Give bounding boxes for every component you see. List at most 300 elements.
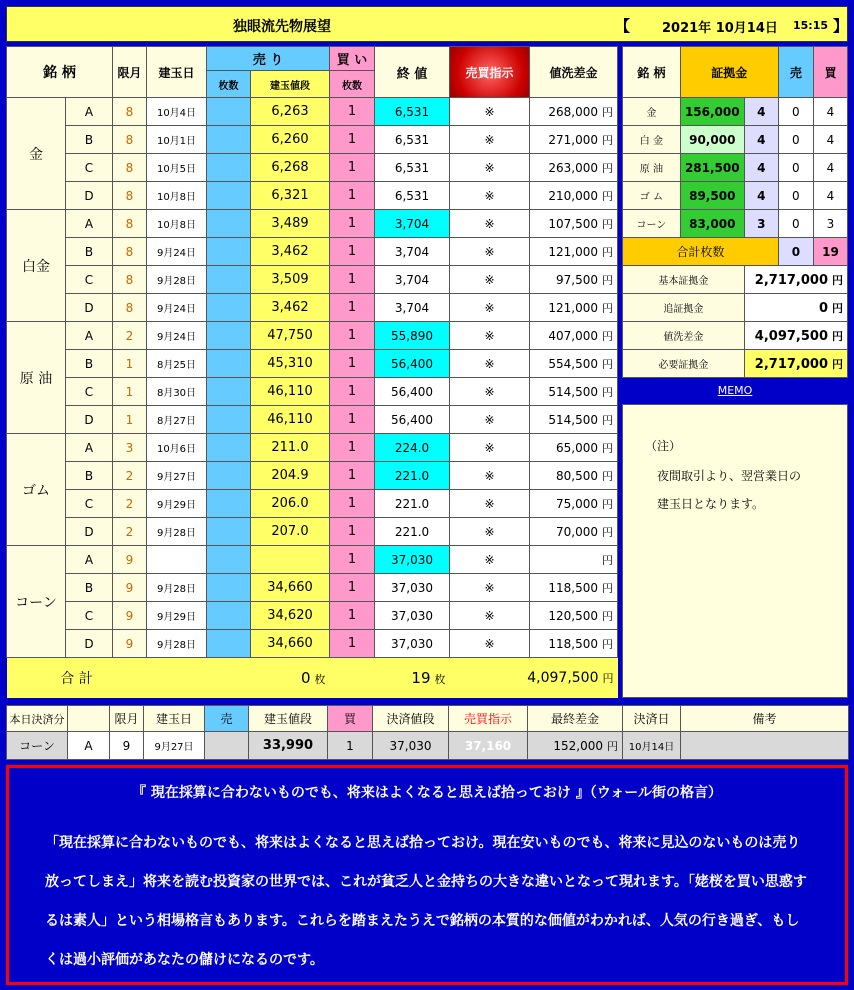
entry-date: 9月28日 <box>147 574 207 602</box>
col-header-sell-count: 枚数 <box>207 71 251 98</box>
summary-value: 2,717,000 円 <box>744 266 847 294</box>
margin-header-margin: 証拠金 <box>680 47 778 98</box>
settle-note <box>681 732 849 760</box>
diff-amount: 263,000 円 <box>530 154 618 182</box>
contract-code: C <box>66 378 113 406</box>
diff-amount: 121,000 円 <box>530 238 618 266</box>
buy-count: 1 <box>330 322 375 350</box>
entry-price: 45,310 <box>251 350 330 378</box>
signal-mark: ※ <box>450 98 530 126</box>
table-row <box>7 210 618 238</box>
margin-name: 金 <box>623 98 681 126</box>
summary-value: 0 円 <box>744 294 847 322</box>
settle-settle-date: 10月14日 <box>623 732 681 760</box>
diff-amount: 円 <box>530 546 618 574</box>
margin-name: コーン <box>623 210 681 238</box>
margin-header-name: 銘 柄 <box>623 47 681 98</box>
sell-count <box>207 154 251 182</box>
contract-code: A <box>66 546 113 574</box>
sell-count <box>207 630 251 658</box>
sell-count <box>207 378 251 406</box>
signal-mark: ※ <box>450 182 530 210</box>
entry-date: 9月28日 <box>147 518 207 546</box>
entry-price: 3,462 <box>251 294 330 322</box>
summary-value: 4,097,500 円 <box>744 322 847 350</box>
margin-total-buy: 19 <box>813 238 847 266</box>
signal-mark: ※ <box>450 322 530 350</box>
margin-sell: 0 <box>778 154 813 182</box>
close-price: 6,531 <box>375 126 450 154</box>
diff-amount: 514,500 円 <box>530 378 618 406</box>
entry-price: 211.0 <box>251 434 330 462</box>
buy-count: 1 <box>330 406 375 434</box>
col-header-entry-price: 建玉値段 <box>251 71 330 98</box>
sell-count <box>207 490 251 518</box>
commodity-name: 白金 <box>7 210 66 322</box>
signal-mark: ※ <box>450 546 530 574</box>
summary-row <box>623 322 848 350</box>
settle-month: 9 <box>110 732 144 760</box>
contract-code: B <box>66 574 113 602</box>
contract-code: B <box>66 350 113 378</box>
contract-code: A <box>66 210 113 238</box>
buy-count: 1 <box>330 546 375 574</box>
buy-count: 1 <box>330 294 375 322</box>
close-price: 37,030 <box>375 630 450 658</box>
summary-value: 2,717,000 円 <box>744 350 847 378</box>
margin-buy: 4 <box>813 154 847 182</box>
summary-label: 値洗差金 <box>623 322 745 350</box>
contract-code: D <box>66 294 113 322</box>
margin-name: 白 金 <box>623 126 681 154</box>
close-price: 3,704 <box>375 266 450 294</box>
buy-count: 1 <box>330 602 375 630</box>
contract-month: 8 <box>113 294 147 322</box>
buy-count: 1 <box>330 490 375 518</box>
contract-code: D <box>66 518 113 546</box>
signal-mark: ※ <box>450 350 530 378</box>
table-row <box>7 294 618 322</box>
sell-count <box>207 462 251 490</box>
signal-mark: ※ <box>450 378 530 406</box>
margin-count: 4 <box>744 126 778 154</box>
entry-date: 9月28日 <box>147 630 207 658</box>
settle-header-today: 本日決済分 <box>7 706 68 732</box>
header-bar <box>6 6 848 42</box>
signal-mark: ※ <box>450 238 530 266</box>
settle-row <box>7 732 849 760</box>
summary-label: 追証拠金 <box>623 294 745 322</box>
sell-count <box>207 238 251 266</box>
signal-mark: ※ <box>450 574 530 602</box>
settle-header-sell: 売 <box>205 706 249 732</box>
diff-amount: 118,500 円 <box>530 630 618 658</box>
memo-panel <box>622 404 848 698</box>
signal-mark: ※ <box>450 126 530 154</box>
margin-row <box>623 126 848 154</box>
margin-amount: 281,500 <box>680 154 744 182</box>
contract-month: 8 <box>113 210 147 238</box>
signal-mark: ※ <box>450 462 530 490</box>
signal-mark: ※ <box>450 602 530 630</box>
entry-price: 47,750 <box>251 322 330 350</box>
entry-date: 9月28日 <box>147 266 207 294</box>
summary-row <box>623 266 848 294</box>
close-price: 224.0 <box>375 434 450 462</box>
diff-amount: 75,000 円 <box>530 490 618 518</box>
sell-count <box>207 182 251 210</box>
margin-buy: 4 <box>813 98 847 126</box>
entry-price: 6,321 <box>251 182 330 210</box>
memo-line-3: 建玉日となります。 <box>657 497 765 511</box>
entry-price: 207.0 <box>251 518 330 546</box>
entry-date <box>147 546 207 574</box>
settle-header-note: 備考 <box>681 706 849 732</box>
entry-price: 204.9 <box>251 462 330 490</box>
buy-count: 1 <box>330 434 375 462</box>
settle-date: 9月27日 <box>144 732 205 760</box>
positions-table <box>6 46 618 698</box>
settle-name: コーン <box>7 732 68 760</box>
bracket-close: 】 <box>833 17 849 35</box>
entry-price: 3,509 <box>251 266 330 294</box>
contract-code: A <box>66 434 113 462</box>
signal-mark: ※ <box>450 406 530 434</box>
contract-code: B <box>66 238 113 266</box>
entry-price: 6,260 <box>251 126 330 154</box>
sell-count <box>207 406 251 434</box>
settle-header-price: 建玉値段 <box>249 706 328 732</box>
col-header-entry-date: 建玉日 <box>147 47 207 98</box>
settle-settle-price: 37,030 <box>373 732 449 760</box>
table-row <box>7 182 618 210</box>
table-row <box>7 350 618 378</box>
margin-row <box>623 210 848 238</box>
sell-count <box>207 126 251 154</box>
sell-count <box>207 98 251 126</box>
buy-count: 1 <box>330 518 375 546</box>
contract-month: 2 <box>113 518 147 546</box>
entry-date: 9月27日 <box>147 462 207 490</box>
buy-count: 1 <box>330 126 375 154</box>
close-price: 221.0 <box>375 490 450 518</box>
col-header-sell: 売 り <box>207 47 330 71</box>
diff-amount: 120,500 円 <box>530 602 618 630</box>
entry-date: 10月8日 <box>147 182 207 210</box>
margin-table <box>622 46 848 378</box>
entry-date: 10月8日 <box>147 210 207 238</box>
diff-amount: 70,000 円 <box>530 518 618 546</box>
margin-sell: 0 <box>778 182 813 210</box>
summary-row <box>623 350 848 378</box>
settle-sell <box>205 732 249 760</box>
table-row <box>7 126 618 154</box>
margin-row <box>623 154 848 182</box>
entry-price: 34,660 <box>251 574 330 602</box>
entry-price: 3,462 <box>251 238 330 266</box>
settle-final: 152,000 円 <box>528 732 623 760</box>
margin-amount: 83,000 <box>680 210 744 238</box>
commodity-name: ゴム <box>7 434 66 546</box>
diff-amount: 554,500 円 <box>530 350 618 378</box>
close-price: 3,704 <box>375 294 450 322</box>
entry-date: 9月24日 <box>147 294 207 322</box>
table-row <box>7 378 618 406</box>
header-date: 2021年 10月14日 <box>662 21 778 36</box>
commodity-name: 原 油 <box>7 322 66 434</box>
total-label: 合 計 <box>7 658 147 698</box>
app-title: 独眼流先物展望 <box>233 19 331 35</box>
total-diff: 4,097,500 円 <box>450 658 618 698</box>
signal-mark: ※ <box>450 630 530 658</box>
contract-code: B <box>66 126 113 154</box>
sell-count <box>207 210 251 238</box>
diff-amount: 107,500 円 <box>530 210 618 238</box>
entry-date: 10月1日 <box>147 126 207 154</box>
quote-body: 「現在採算に合わないものでも、将来はよくなると思えば拾っておけ。現在安いものでも、将来に見込のないものは売り放ってしまえ」将来を読む投資家の世界では、これが貧乏人と金持ちの大きな違いとなって現れます。「姥桜を買い思惑するは素人」という相場格言もあります。これらを踏まえたうえで銘柄の本質的な価値がわかれば、人気の行き過ぎ、もしくは過小評価があなたの儲けになるのです。 <box>45 835 807 968</box>
diff-amount: 121,000 円 <box>530 294 618 322</box>
settle-code: A <box>68 732 110 760</box>
contract-code: C <box>66 266 113 294</box>
table-row <box>7 546 618 574</box>
table-row <box>7 322 618 350</box>
col-header-buy: 買 い <box>330 47 375 71</box>
contract-code: D <box>66 630 113 658</box>
margin-total-label: 合計枚数 <box>623 238 779 266</box>
entry-date: 8月30日 <box>147 378 207 406</box>
memo-line-1: （注） <box>645 439 682 453</box>
signal-mark: ※ <box>450 294 530 322</box>
signal-mark: ※ <box>450 434 530 462</box>
margin-count: 4 <box>744 154 778 182</box>
margin-count: 3 <box>744 210 778 238</box>
contract-code: B <box>66 462 113 490</box>
contract-code: A <box>66 98 113 126</box>
entry-date: 9月24日 <box>147 238 207 266</box>
table-row <box>7 574 618 602</box>
contract-month: 8 <box>113 182 147 210</box>
entry-price: 3,489 <box>251 210 330 238</box>
contract-month: 8 <box>113 238 147 266</box>
entry-date: 10月4日 <box>147 98 207 126</box>
entry-price: 46,110 <box>251 406 330 434</box>
close-price: 56,400 <box>375 378 450 406</box>
diff-amount: 118,500 円 <box>530 574 618 602</box>
buy-count: 1 <box>330 266 375 294</box>
buy-count: 1 <box>330 350 375 378</box>
table-row <box>7 490 618 518</box>
buy-count: 1 <box>330 574 375 602</box>
sell-count <box>207 434 251 462</box>
close-price: 6,531 <box>375 98 450 126</box>
signal-mark: ※ <box>450 490 530 518</box>
commodity-name: コーン <box>7 546 66 658</box>
diff-amount: 210,000 円 <box>530 182 618 210</box>
settle-price: 33,990 <box>249 732 328 760</box>
buy-count: 1 <box>330 210 375 238</box>
sell-count <box>207 350 251 378</box>
margin-total-sell: 0 <box>778 238 813 266</box>
contract-month: 9 <box>113 574 147 602</box>
close-price: 37,030 <box>375 546 450 574</box>
col-header-name: 銘 柄 <box>7 47 113 98</box>
buy-count: 1 <box>330 630 375 658</box>
margin-buy: 4 <box>813 126 847 154</box>
sell-count <box>207 518 251 546</box>
contract-code: D <box>66 182 113 210</box>
close-price: 3,704 <box>375 238 450 266</box>
contract-code: C <box>66 154 113 182</box>
sell-count <box>207 266 251 294</box>
commodity-name: 金 <box>7 98 66 210</box>
diff-amount: 271,000 円 <box>530 126 618 154</box>
memo-line-2: 夜間取引より、翌営業日の <box>657 469 802 483</box>
close-price: 3,704 <box>375 210 450 238</box>
settle-buy: 1 <box>328 732 373 760</box>
sell-count <box>207 322 251 350</box>
contract-code: C <box>66 602 113 630</box>
margin-header-sell: 売 <box>778 47 813 98</box>
settle-header-buy: 買 <box>328 706 373 732</box>
settle-header-settle-price: 決済値段 <box>373 706 449 732</box>
margin-header-buy: 買 <box>813 47 847 98</box>
col-header-signal: 売買指示 <box>450 47 530 98</box>
margin-row <box>623 182 848 210</box>
contract-month: 2 <box>113 490 147 518</box>
quote-title: 『 現在採算に合わないものでも、将来はよくなると思えば拾っておけ 』（ウォール街の格言） <box>132 785 722 801</box>
margin-name: ゴ ム <box>623 182 681 210</box>
close-price: 56,400 <box>375 406 450 434</box>
diff-amount: 97,500 円 <box>530 266 618 294</box>
margin-name: 原 油 <box>623 154 681 182</box>
contract-month: 8 <box>113 98 147 126</box>
signal-mark: ※ <box>450 266 530 294</box>
summary-row <box>623 294 848 322</box>
col-header-diff: 値洗差金 <box>530 47 618 98</box>
entry-date: 8月27日 <box>147 406 207 434</box>
contract-month: 8 <box>113 266 147 294</box>
margin-amount: 89,500 <box>680 182 744 210</box>
diff-amount: 65,000 円 <box>530 434 618 462</box>
table-row <box>7 630 618 658</box>
entry-date: 10月5日 <box>147 154 207 182</box>
settle-signal: 37,160 <box>449 732 528 760</box>
diff-amount: 268,000 円 <box>530 98 618 126</box>
settle-header-date: 建玉日 <box>144 706 205 732</box>
contract-month: 8 <box>113 154 147 182</box>
contract-code: D <box>66 406 113 434</box>
settle-header-code <box>68 706 110 732</box>
close-price: 55,890 <box>375 322 450 350</box>
table-row <box>7 518 618 546</box>
sell-count <box>207 574 251 602</box>
contract-code: C <box>66 490 113 518</box>
total-buy: 19 枚 <box>330 658 450 698</box>
contract-month: 9 <box>113 630 147 658</box>
col-header-buy-count: 枚数 <box>330 71 375 98</box>
buy-count: 1 <box>330 378 375 406</box>
margin-count: 4 <box>744 182 778 210</box>
entry-date: 9月24日 <box>147 322 207 350</box>
summary-label: 必要証拠金 <box>623 350 745 378</box>
contract-month: 1 <box>113 406 147 434</box>
sell-count <box>207 294 251 322</box>
entry-price: 46,110 <box>251 378 330 406</box>
header-time: 15:15 <box>793 19 829 32</box>
buy-count: 1 <box>330 154 375 182</box>
entry-price <box>251 546 330 574</box>
summary-label: 基本証拠金 <box>623 266 745 294</box>
close-price: 6,531 <box>375 154 450 182</box>
memo-header <box>622 380 848 402</box>
buy-count: 1 <box>330 238 375 266</box>
settle-header-settle-date: 決済日 <box>623 706 681 732</box>
close-price: 221.0 <box>375 518 450 546</box>
entry-price: 6,263 <box>251 98 330 126</box>
total-row <box>7 658 618 698</box>
entry-price: 6,268 <box>251 154 330 182</box>
entry-price: 34,620 <box>251 602 330 630</box>
contract-month: 2 <box>113 462 147 490</box>
sell-count <box>207 546 251 574</box>
diff-amount: 407,000 円 <box>530 322 618 350</box>
signal-mark: ※ <box>450 210 530 238</box>
contract-code: A <box>66 322 113 350</box>
contract-month: 9 <box>113 546 147 574</box>
settle-header-signal: 売買指示 <box>449 706 528 732</box>
close-price: 37,030 <box>375 574 450 602</box>
contract-month: 1 <box>113 378 147 406</box>
memo-link[interactable]: MEMO <box>717 384 753 397</box>
entry-price: 206.0 <box>251 490 330 518</box>
entry-date: 10月6日 <box>147 434 207 462</box>
margin-row <box>623 98 848 126</box>
table-row <box>7 266 618 294</box>
signal-mark: ※ <box>450 154 530 182</box>
table-row <box>7 434 618 462</box>
buy-count: 1 <box>330 98 375 126</box>
col-header-close: 終 値 <box>375 47 450 98</box>
settle-header-month: 限月 <box>110 706 144 732</box>
margin-sell: 0 <box>778 210 813 238</box>
table-row <box>7 154 618 182</box>
signal-mark: ※ <box>450 518 530 546</box>
entry-date: 8月25日 <box>147 350 207 378</box>
margin-sell: 0 <box>778 126 813 154</box>
diff-amount: 514,500 円 <box>530 406 618 434</box>
margin-buy: 4 <box>813 182 847 210</box>
margin-buy: 3 <box>813 210 847 238</box>
table-row <box>7 406 618 434</box>
settlement-table <box>6 705 849 760</box>
close-price: 221.0 <box>375 462 450 490</box>
contract-month: 9 <box>113 602 147 630</box>
sell-count <box>207 602 251 630</box>
margin-count: 4 <box>744 98 778 126</box>
margin-amount: 156,000 <box>680 98 744 126</box>
diff-amount: 80,500 円 <box>530 462 618 490</box>
table-row <box>7 602 618 630</box>
contract-month: 1 <box>113 350 147 378</box>
close-price: 56,400 <box>375 350 450 378</box>
total-sell: 0 枚 <box>147 658 330 698</box>
close-price: 6,531 <box>375 182 450 210</box>
contract-month: 2 <box>113 322 147 350</box>
bracket-open: 【 <box>615 17 631 35</box>
margin-amount: 90,000 <box>680 126 744 154</box>
buy-count: 1 <box>330 462 375 490</box>
quote-panel <box>6 765 848 985</box>
